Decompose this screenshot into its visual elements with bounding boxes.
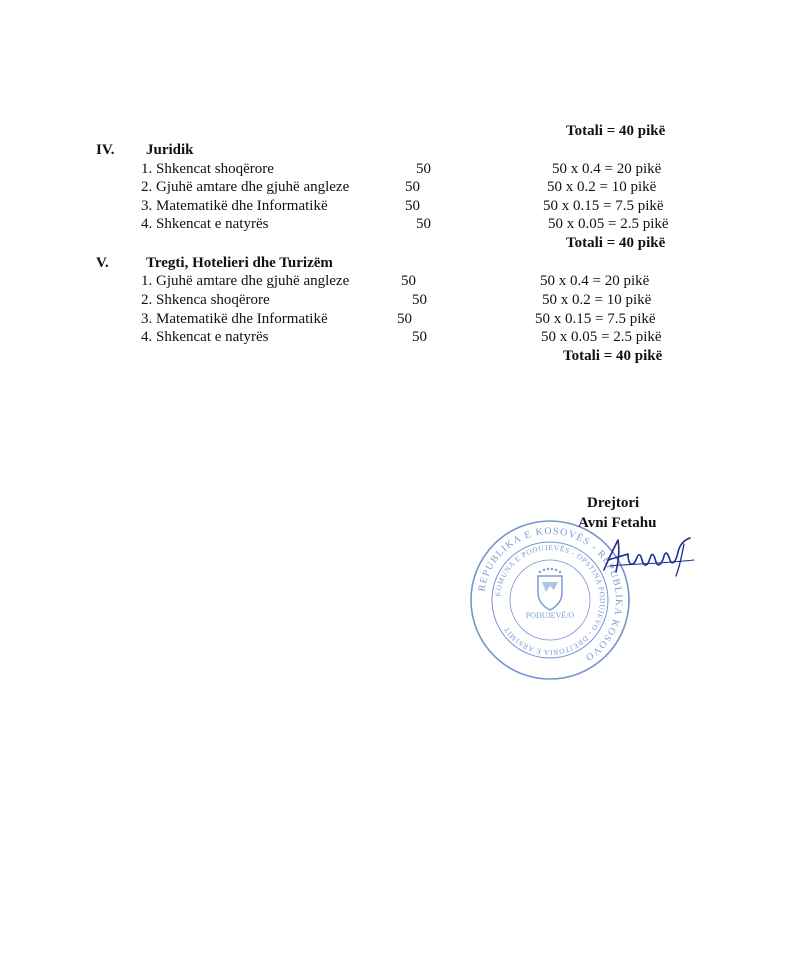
section-v-item-1-label: 1. Gjuhë amtare dhe gjuhë angleze [141,273,350,289]
section-v-item-3-label: 3. Matematikë dhe Informatikë [141,311,328,327]
section-v-item-3-points: 50 [397,311,412,327]
section-v-title: Tregti, Hotelieri dhe Turizëm [146,255,333,271]
section-v-item-4-points: 50 [412,329,427,345]
section-iv-item-2-label: 2. Gjuhë amtare dhe gjuhë angleze [141,179,350,195]
section-iv-number: IV. [96,142,115,158]
section-v-item-2-calc: 50 x 0.2 = 10 pikë [542,292,652,308]
section-iv-item-1-points: 50 [416,161,431,177]
section-iv-item-2-calc: 50 x 0.2 = 10 pikë [547,179,657,195]
section-v-number: V. [96,255,109,271]
section-iv-item-3-calc: 50 x 0.15 = 7.5 pikë [543,198,664,214]
signature-role: Drejtori [587,495,640,511]
section-v-item-1-calc: 50 x 0.4 = 20 pikë [540,273,650,289]
section-v-item-2-points: 50 [412,292,427,308]
section-iv-title: Juridik [146,142,194,158]
section-iv-item-4-calc: 50 x 0.05 = 2.5 pikë [548,216,669,232]
section-iv-item-1-calc: 50 x 0.4 = 20 pikë [552,161,662,177]
section-iv-item-1-label: 1. Shkencat shoqërore [141,161,274,177]
section-iv-item-2-points: 50 [405,179,420,195]
coat-of-arms-icon [538,568,562,610]
handwritten-signature [598,530,698,582]
section-v-item-4-label: 4. Shkencat e natyrës [141,329,269,345]
section-iv-item-4-label: 4. Shkencat e natyrës [141,216,269,232]
section-v-item-1-points: 50 [401,273,416,289]
top-total: Totali = 40 pikë [566,123,666,139]
signature-name: Avni Fetahu [578,515,657,531]
section-v-item-4-calc: 50 x 0.05 = 2.5 pikë [541,329,662,345]
section-iv-total: Totali = 40 pikë [566,235,666,251]
section-iv-item-4-points: 50 [416,216,431,232]
section-v-total: Totali = 40 pikë [563,348,663,364]
section-iv-item-3-points: 50 [405,198,420,214]
seal-inner-text: KOMUNA E PODUJEVËS - OPSTINA PODUJEVO - DREJTORIA E ARSIMIT [493,542,608,658]
section-iv-item-3-label: 3. Matematikë dhe Informatikë [141,198,328,214]
seal-center-text: PODUJEVË/O [525,611,575,620]
seal-outer-text: REPUBLIKA E KOSOVËS - REPUBLIKA KOSOVO [476,525,625,664]
section-v-item-2-label: 2. Shkenca shoqërore [141,292,270,308]
section-v-item-3-calc: 50 x 0.15 = 7.5 pikë [535,311,656,327]
